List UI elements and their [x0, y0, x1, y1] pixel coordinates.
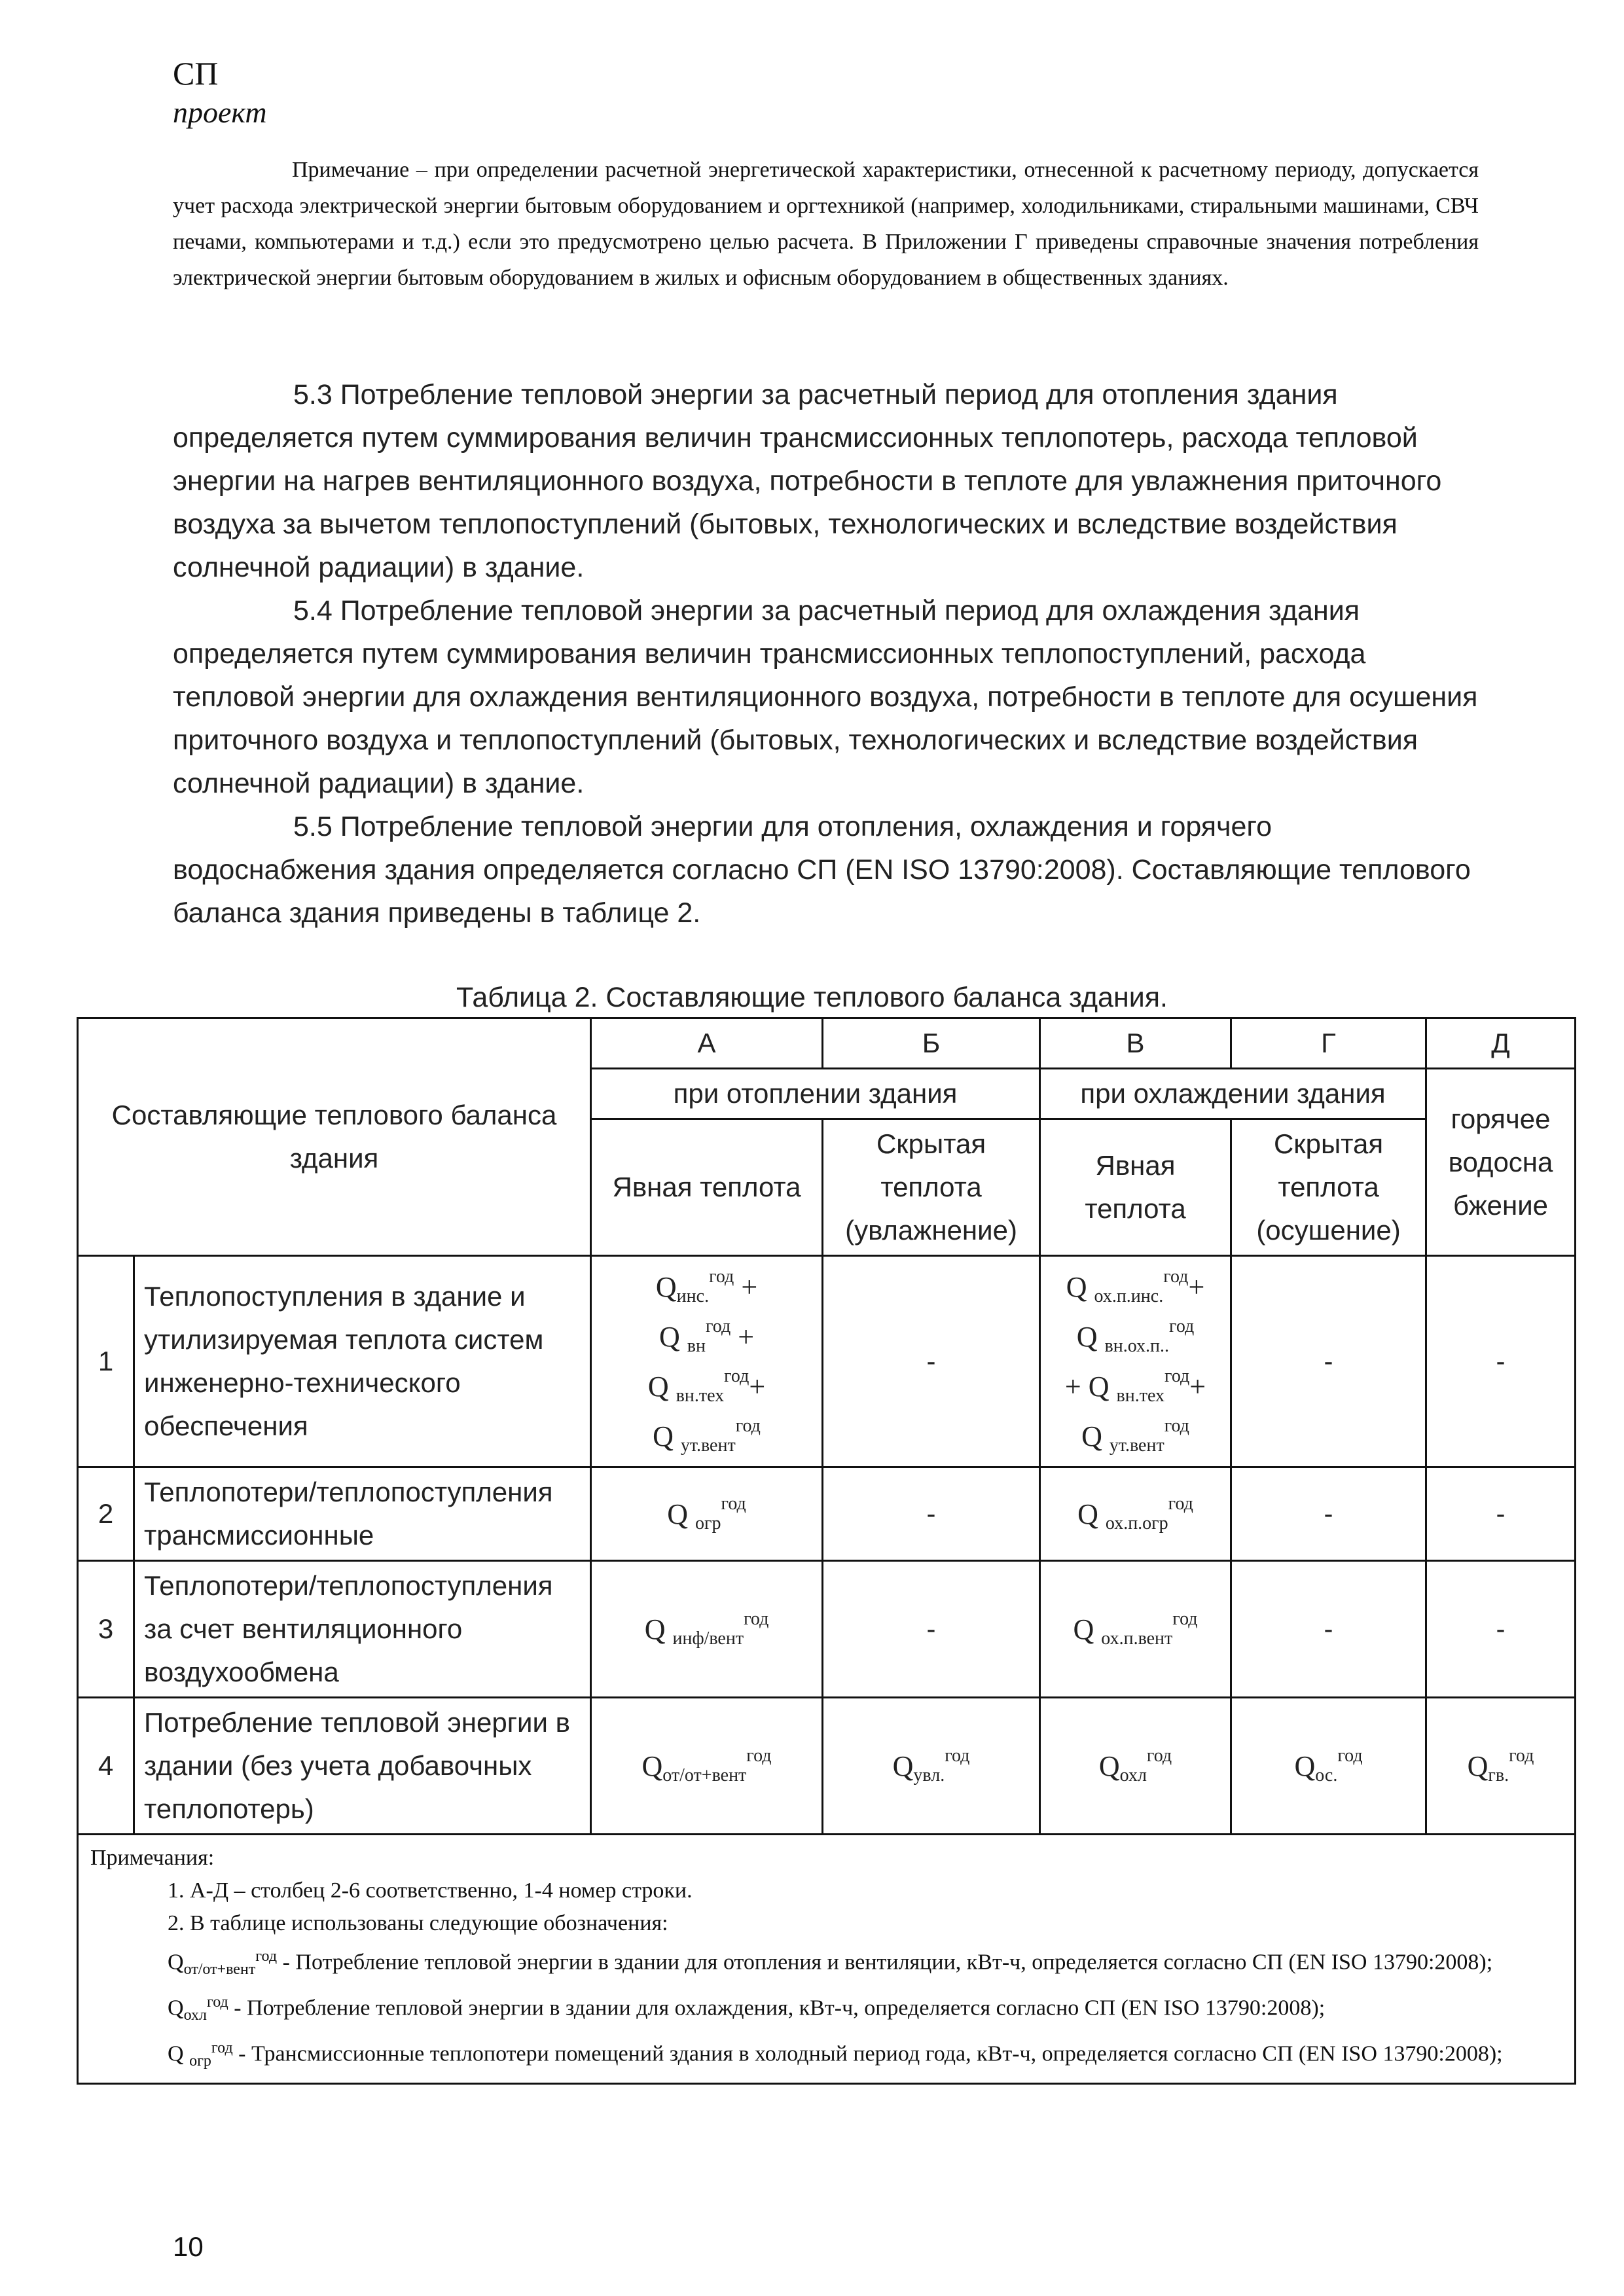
formula: Q $_{ут.вент}^{год}$: [1081, 1416, 1189, 1456]
heat-balance-table: [77, 1017, 1576, 2085]
col-letter-v: В: [1040, 1018, 1231, 1069]
subhead-cooling-sensible: Явная теплота: [1040, 1119, 1231, 1256]
table-row: [78, 1835, 1576, 2084]
group-heating: при отоплении здания: [591, 1069, 1040, 1119]
formula: $Q_{охл}^{год}$: [1098, 1746, 1172, 1785]
formula: Q $_{ох.п.вент}^{год}$: [1073, 1609, 1198, 1649]
notes-definition: Q $_{огр}^{год}$ - Трансмиссионные теплопотери помещений здания в холодный период года, кВт-ч, определяется согласно СП (EN ISO 13790:2008);: [168, 2039, 1503, 2070]
formula-cell: [1426, 1698, 1576, 1835]
formula-cell: [1231, 1698, 1426, 1835]
table-row: [78, 1698, 1576, 1835]
row-label: Теплопоступления в здание и утилизируемая теплота систем инженерно-технического обеспечения: [134, 1256, 591, 1467]
body-paragraphs: [173, 373, 1482, 935]
formula: $Q_{ос.}^{год}$: [1294, 1746, 1363, 1785]
formula-cell: [1040, 1256, 1231, 1467]
table-row: [78, 1467, 1576, 1561]
formula-cell: [591, 1467, 823, 1561]
formula: Q $_{инф/вент}^{год}$: [644, 1609, 769, 1649]
paragraph-5-5: 5.5 Потребление тепловой энергии для отопления, охлаждения и горячего водоснабжения здания определяется согласно СП (EN ISO 13790:2008). Составляющие теплового баланса здания приведены в таблице 2.: [173, 811, 1471, 929]
paragraph-5-4: 5.4 Потребление тепловой энергии за расчетный период для охлаждения здания определяется путем суммирования величин трансмиссионных теплопоступлений, расхода тепловой энергии для охлаждения вентиляционного воздуха, потребности в теплоте для осушения приточного воздуха и теплопоступлений (бытовых, технологических и вследствие воздействия солнечной радиации) в здание.: [173, 595, 1478, 799]
corner-header: Составляющие теплового баланса здания: [78, 1018, 591, 1256]
formula: + Q $_{вн.тех}^{год}$+: [1064, 1366, 1206, 1406]
formula-cell: [1040, 1467, 1231, 1561]
col-letter-b: Б: [823, 1018, 1040, 1069]
formula: Q $_{вн.тех}^{год}$+: [647, 1366, 766, 1406]
notes-item-1: 1. А-Д – столбец 2-6 соответственно, 1-4 номер строки.: [168, 1878, 693, 1903]
paragraph-5-3: 5.3 Потребление тепловой энергии за расчетный период для отопления здания определяется путем суммирования величин трансмиссионных теплопотерь, расхода тепловой энергии на нагрев вентиляционного воздуха, потребности в теплоте для увлажнения приточного воздуха за вычетом теплопоступлений (бытовых, технологических и вследствие воздействия солнечной радиации) в здание.: [173, 379, 1442, 583]
empty-cell: -: [1426, 1256, 1576, 1467]
formula-cell: [1040, 1698, 1231, 1835]
formula-cell: [591, 1561, 823, 1698]
subhead-cooling-latent: Скрытая теплота (осушение): [1231, 1119, 1426, 1256]
col-letter-a: А: [591, 1018, 823, 1069]
formula: $Q_{увл.}^{год}$: [892, 1746, 970, 1785]
formula-cell: [591, 1256, 823, 1467]
empty-cell: -: [1231, 1467, 1426, 1561]
row-number: 1: [78, 1256, 134, 1467]
formula: Q $_{ох.п.инс.}^{год}$+: [1066, 1266, 1205, 1306]
formula: $Q_{инс.}^{год}$ +: [655, 1266, 758, 1306]
empty-cell: -: [1231, 1561, 1426, 1698]
intro-note: Примечание – при определении расчетной энергетической характеристики, отнесенной к расчетному периоду, допускается учет расхода электрической энергии бытовым оборудованием и оргтехникой (например, холодильниками, стиральными машинами, СВЧ печами, компьютерами и т.д.) если это предусмотрено целью расчета. В Приложении Г приведены справочные значения потребления электрической энергии бытовым оборудованием в жилых и офисным оборудованием в общественных зданиях.: [173, 158, 1479, 290]
notes-definition: $Q_{охл}^{год}$ - Потребление тепловой энергии в здании для охлаждения, кВт-ч, определяется согласно СП (EN ISO 13790:2008);: [168, 1994, 1326, 2024]
formula-cell: [591, 1698, 823, 1835]
document-code: СП: [173, 55, 219, 92]
formula: Q $_{ут.вент}^{год}$: [653, 1416, 761, 1456]
col-letter-d: Д: [1426, 1018, 1576, 1069]
formula: Q $_{огр}^{год}$: [667, 1494, 746, 1534]
notes-item-2: 2. В таблице использованы следующие обозначения:: [168, 1911, 668, 1935]
formula: Q $_{вн.ох.п..}^{год}$: [1076, 1316, 1195, 1356]
group-cooling: при охлаждении здания: [1040, 1069, 1426, 1119]
formula: $Q_{от/от+вент}^{год}$: [641, 1746, 772, 1785]
row-label: Теплопотери/теплопоступления трансмиссионные: [134, 1467, 591, 1561]
row-label: Теплопотери/теплопоступления за счет вентиляционного воздухообмена: [134, 1561, 591, 1698]
col-letter-g: Г: [1231, 1018, 1426, 1069]
page-number: 10: [173, 2231, 204, 2262]
formula-cell: [823, 1698, 1040, 1835]
subhead-heating-latent: Скрытая теплота (увлажнение): [823, 1119, 1040, 1256]
empty-cell: -: [1231, 1256, 1426, 1467]
notes-title: Примечания:: [90, 1846, 215, 1870]
formula: $Q_{гв.}^{год}$: [1467, 1746, 1534, 1785]
empty-cell: -: [823, 1561, 1040, 1698]
row-label: Потребление тепловой энергии в здании (без учета добавочных теплопотерь): [134, 1698, 591, 1835]
table-row: [78, 1256, 1576, 1467]
table-caption: Таблица 2. Составляющие теплового баланса здания.: [456, 982, 1168, 1013]
table-notes: [78, 1835, 1576, 2084]
empty-cell: -: [823, 1467, 1040, 1561]
table-row: [78, 1018, 1576, 1069]
document-status: проект: [173, 96, 267, 129]
row-number: 4: [78, 1698, 134, 1835]
empty-cell: -: [1426, 1467, 1576, 1561]
empty-cell: -: [823, 1256, 1040, 1467]
subhead-heating-sensible: Явная теплота: [591, 1119, 823, 1256]
row-number: 3: [78, 1561, 134, 1698]
group-hot-water: горячее водосна бжение: [1426, 1069, 1576, 1256]
row-number: 2: [78, 1467, 134, 1561]
notes-definition: $Q_{от/от+вент}^{год}$ - Потребление тепловой энергии в здании для отопления и вентиляции, кВт-ч, определяется согласно СП (EN ISO 13790:2008);: [168, 1948, 1493, 1979]
empty-cell: -: [1426, 1561, 1576, 1698]
table-row: [78, 1561, 1576, 1698]
formula: Q $_{вн}^{год}$ +: [659, 1316, 755, 1356]
formula: Q $_{ох.п.огр}^{год}$: [1077, 1494, 1193, 1534]
formula-cell: [1040, 1561, 1231, 1698]
